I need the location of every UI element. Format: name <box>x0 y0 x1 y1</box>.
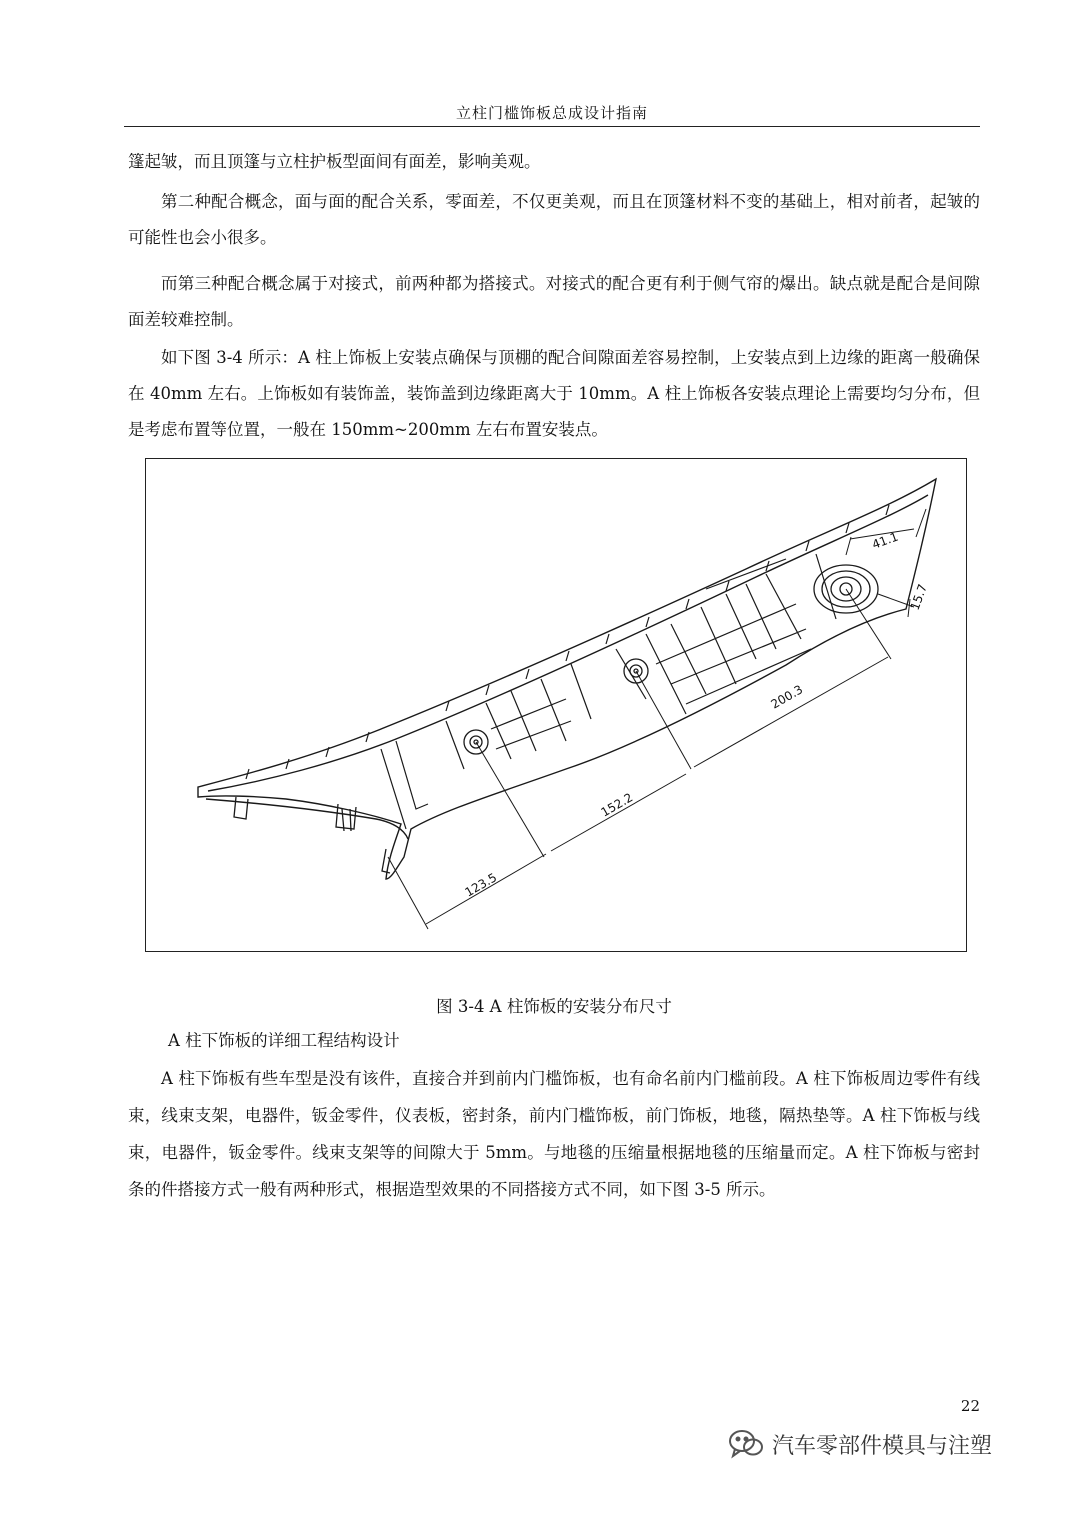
page-header: 立柱门槛饰板总成设计指南 <box>455 104 648 122</box>
pillar-outline <box>198 479 936 879</box>
figure-3-4 <box>145 458 967 952</box>
clip-towers <box>234 797 390 873</box>
section-subheading: A 柱下饰板的详细工程结构设计 <box>168 1031 400 1050</box>
rib-grid <box>381 554 836 829</box>
dimension-lines <box>388 509 926 929</box>
wechat-icon <box>726 1427 766 1461</box>
header-rule <box>124 126 980 127</box>
paragraph-5: A 柱下饰板有些车型是没有该件，直接合并到前内门槛饰板，也有命名前内门槛前段。A 柱下饰板周边零件有线束，线束支架，电器件，钣金零件，仪表板，密封条，前内门槛饰板，前门饰板，地毯，隔热垫等。A 柱下饰板与线束，电器件，钣金零件。线束支架等的间隙大于 5mm。与地毯的压缩量根据地毯的压缩量而定。A 柱下饰板与密封条的件搭接方式一般有两种形式，根据造型效果的不同搭接方式不同，如下图 3-5 所示。 <box>128 1069 980 1199</box>
watermark <box>726 1424 992 1464</box>
dim-152-2: 152.2 <box>598 790 636 820</box>
pillar-lower-flange <box>206 799 408 839</box>
dim-123-5: 123.5 <box>462 870 500 900</box>
page-number: 22 <box>960 1397 980 1415</box>
mount-bosses <box>464 565 878 754</box>
watermark-text: 汽车零部件模具与注塑 <box>772 1433 993 1459</box>
paragraph-1: 篷起皱，而且顶篷与立柱护板型面间有面差，影响美观。 <box>128 152 541 171</box>
dim-41-1: 41.1 <box>870 529 901 552</box>
dim-200-3: 200.3 <box>768 682 806 712</box>
paragraph-3: 而第三种配合概念属于对接式，前两种都为搭接式。对接式的配合更有利于侧气帘的爆出。缺点就是配合是间隙面差较难控制。 <box>128 274 980 329</box>
figure-caption: 图 3-4 A 柱饰板的安装分布尺寸 <box>436 997 672 1016</box>
paragraph-4: 如下图 3-4 所示：A 柱上饰板上安装点确保与顶棚的配合间隙面差容易控制，上安装点到上边缘的距离一般确保在 40mm 左右。上饰板如有装饰盖，装饰盖到边缘距离大于 10mm。A 柱上饰板各安装点理论上需要均匀分布，但是考虑布置等位置，一般在 150mm~200mm 左右布置安装点。 <box>128 348 980 439</box>
paragraph-2: 第二种配合概念，面与面的配合关系，零面差，不仅更美观，而且在顶篷材料不变的基础上，相对前者，起皱的可能性也会小很多。 <box>128 192 980 247</box>
a-pillar-drawing <box>146 459 968 953</box>
dim-15-7: 15.7 <box>907 582 930 613</box>
edge-ticks <box>246 505 889 779</box>
pillar-inner-edge <box>208 495 928 791</box>
